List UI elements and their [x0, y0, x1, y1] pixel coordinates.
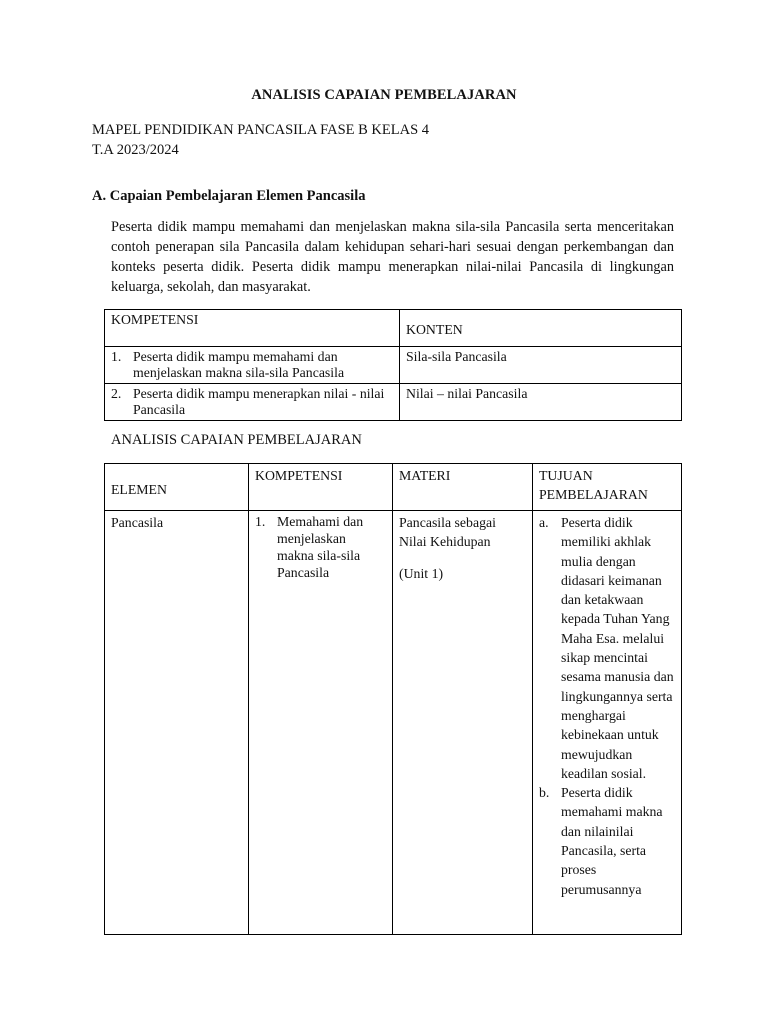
- kompetensi-konten-table: [104, 309, 682, 421]
- header-kompetensi: KOMPETENSI: [105, 310, 400, 347]
- year-line: T.A 2023/2024: [92, 142, 179, 158]
- header-tujuan: TUJUAN PEMBELAJARAN: [533, 464, 682, 511]
- kompetensi-text: Peserta didik mampu menerapkan nilai - nilai Pancasila: [133, 386, 385, 417]
- table-header-row: [105, 464, 682, 511]
- konten-cell: Nilai – nilai Pancasila: [400, 384, 682, 421]
- materi-cell: [393, 511, 533, 935]
- header-materi: MATERI: [393, 464, 533, 511]
- kompetensi-cell: [249, 511, 393, 935]
- section-a-heading: A. Capaian Pembelajaran Elemen Pancasila: [92, 188, 366, 204]
- kompetensi-cell: [105, 384, 400, 421]
- kompetensi-cell: [105, 347, 400, 384]
- section-a-paragraph: Peserta didik mampu memahami dan menjelaskan makna sila-sila Pancasila serta menceritakan contoh penerapan sila Pancasila dalam kehidupan sehari-hari sesuai dengan perkembangan dan konteks peserta didik. Peserta didik mampu menerapkan nilai-nilai Pancasila di lingkungan keluarga, sekolah, dan masyarakat.: [111, 219, 674, 295]
- materi-text: Pancasila sebagai Nilai Kehidupan: [399, 515, 496, 550]
- materi-unit: (Unit 1): [399, 565, 444, 581]
- document-title: ANALISIS CAPAIAN PEMBELAJARAN: [251, 87, 517, 103]
- item-number: 2.: [111, 386, 122, 401]
- subject-info: [92, 120, 429, 160]
- kompetensi-text: Memahami dan menjelaskan makna sila-sila Pancasila: [277, 514, 364, 580]
- item-number: 1.: [255, 514, 266, 529]
- subject-line: MAPEL PENDIDIKAN PANCASILA FASE B KELAS 4: [92, 122, 430, 138]
- list-item: [539, 513, 675, 783]
- table-row: [105, 384, 682, 421]
- item-letter: b.: [539, 785, 550, 801]
- header-konten: KONTEN: [400, 310, 682, 347]
- tujuan-cell: [533, 511, 682, 935]
- tujuan-text: Peserta didik memiliki akhlak mulia dengan didasari keimanan dan ketakwaan kepada Tuhan Yang Maha Esa. melalui sikap mencintai sesama manusia dan lingkungannya serta menghargai kebinekaan untuk mewujudkan keadilan sosial.: [561, 515, 674, 781]
- konten-cell: Sila-sila Pancasila: [400, 347, 682, 384]
- elemen-cell: Pancasila: [105, 511, 249, 935]
- list-item: [539, 783, 675, 899]
- item-letter: a.: [539, 515, 549, 530]
- item-number: 1.: [111, 349, 122, 364]
- header-elemen: ELEMEN: [105, 464, 249, 511]
- table-header-row: [105, 310, 682, 347]
- header-kompetensi: KOMPETENSI: [249, 464, 393, 511]
- table-row: [105, 511, 682, 935]
- tujuan-text: Peserta didik memahami makna dan nilainilai Pancasila, serta proses perumusannya: [561, 785, 663, 897]
- analysis-table-heading: ANALISIS CAPAIAN PEMBELAJARAN: [111, 432, 362, 448]
- table-row: [105, 347, 682, 384]
- kompetensi-text: Peserta didik mampu memahami dan menjelaskan makna sila-sila Pancasila: [133, 349, 345, 380]
- analysis-table: [104, 463, 682, 935]
